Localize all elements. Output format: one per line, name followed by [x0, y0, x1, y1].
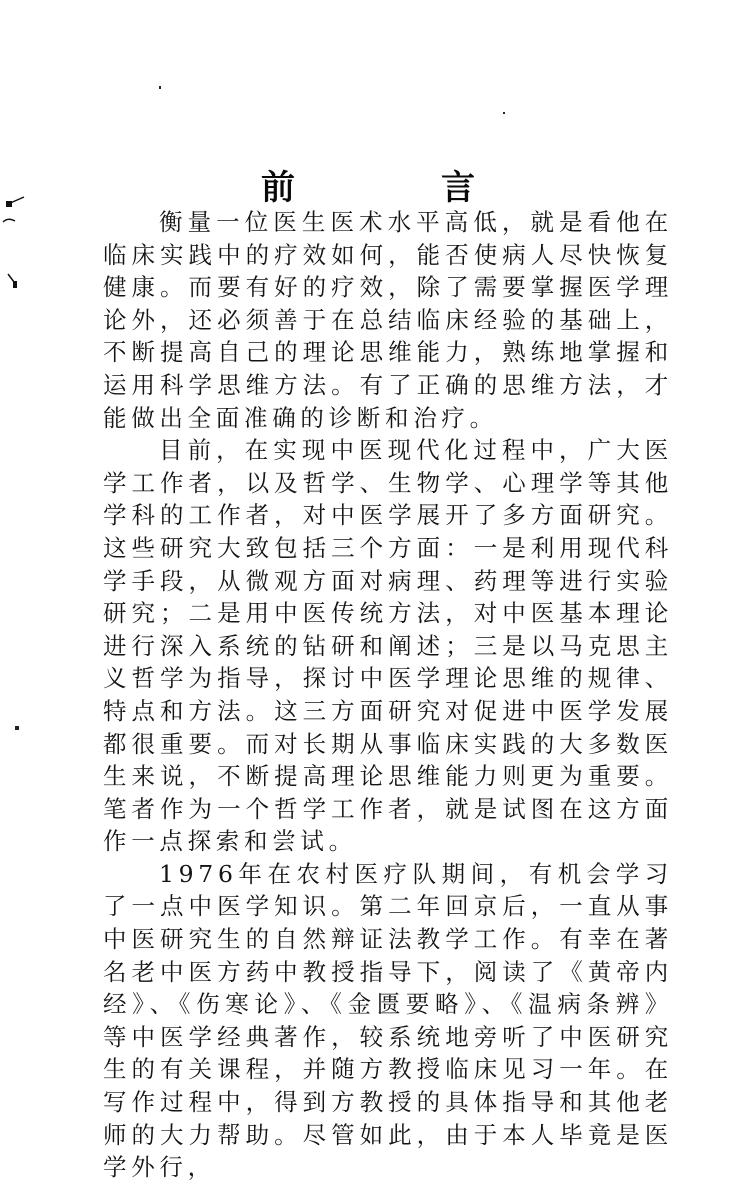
paragraph: 衡量一位医生医术水平高低，就是看他在临床实践中的疗效如何，能否使病人尽快恢复健康。而要有好的疗效，除了需要掌握医学理论外，还必须善于在总结临床经验的基础上，不断提高自己的理论思维能力，熟练地掌握和运用科学思维方法。有了正确的思维方法，才能做出全面准确的诊断和治疗。	[103, 208, 673, 432]
edge-mark	[7, 273, 19, 291]
paragraph: 目前，在实现中医现代化过程中，广大医学工作者，以及哲学、生物学、心理学等其他学科的工作者，对中医学展开了多方面研究。这些研究大致包括三个方面：一是利用现代科学手段，从微观方面对病理、药理等进行实验研究；二是用中医传统方法，对中医基本理论进行深入系统的钻研和阐述；三是以马克思主义哲学为指导，探讨中医学理论思维的规律、特点和方法。这三方面研究对促进中医学发展都很重要。而对长期从事临床实践的大多数医生来说，不断提高理论思维能力则更为重要。笔者作为一个哲学工作者，就是试图在这方面作一点探索和尝试。	[103, 436, 673, 856]
scan-speck	[503, 112, 505, 114]
scan-speck	[159, 86, 161, 89]
scan-speck	[15, 726, 19, 730]
page-title: 前 言	[261, 167, 531, 208]
body-text	[103, 206, 673, 1184]
paragraph: 1976年在农村医疗队期间，有机会学习了一点中医学知识。第二年回京后，一直从事中医研究生的自然辩证法教学工作。有幸在著名老中医方药中教授指导下，阅读了《黄帝内经》、《伤寒论》、《金匮要略》、《温病条辨》等中医学经典著作，较系统地旁听了中医研究生的有关课程，并随方教授临床见习一年。在写作过程中，得到方教授的具体指导和其他老师的大力帮助。尽管如此，由于本人毕竟是医学外行，	[103, 859, 673, 1182]
edge-mark	[2, 216, 16, 224]
